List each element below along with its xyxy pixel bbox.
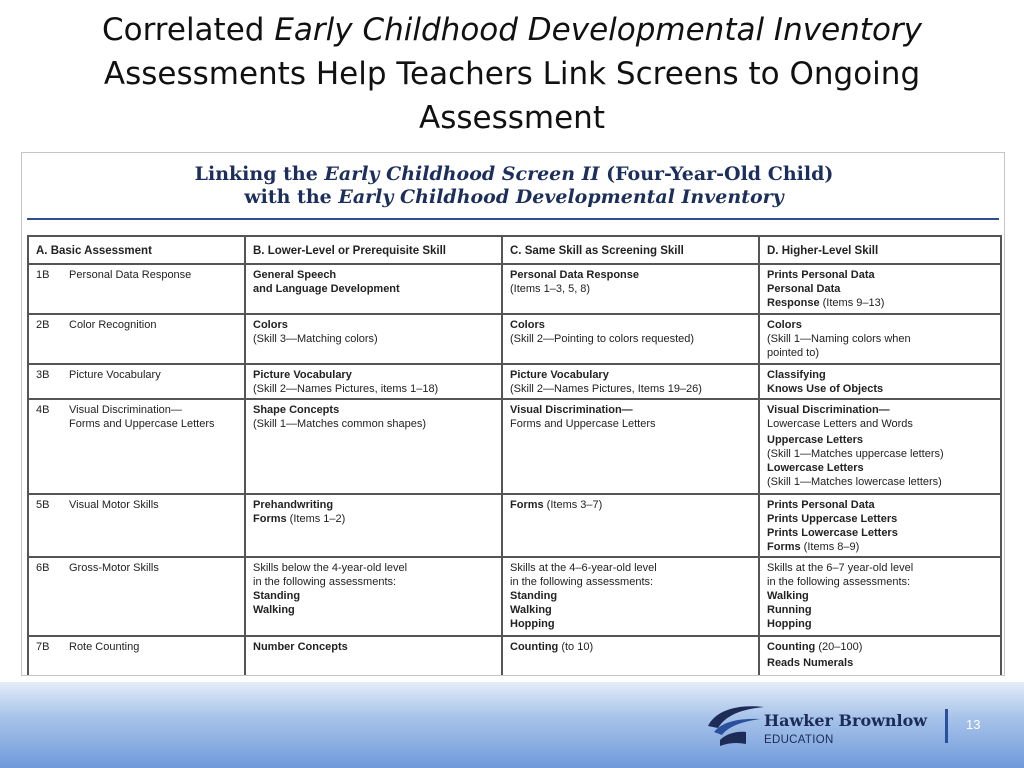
skill-line [253,561,496,575]
skill-detail: pointed to) [767,347,819,359]
assessment-label [69,403,239,431]
higher-level-skill-cell [759,636,1001,676]
skill-name: Forms [253,513,287,525]
higher-level-skill-cell [759,399,1001,494]
table-row [28,399,1001,494]
skill-line [767,417,995,431]
skill-detail: in the following assessments: [510,576,654,588]
assessment-table [27,235,1002,676]
assessment-label [69,640,239,654]
skill-line [510,640,753,654]
assessment-label-line: Visual Motor Skills [69,499,159,511]
column-header: D. Higher-Level Skill [759,236,1001,264]
skill-line [253,640,496,654]
skill-line [767,540,995,554]
assessment-code: 5B [36,499,50,511]
assessment-code: 1B [36,269,50,281]
skill-name: and Language Development [253,283,400,295]
skill-name: Walking [510,604,552,616]
skill-detail: Skills at the 4–6-year-old level [510,562,657,574]
skill-name: Classifying [767,369,826,381]
skill-name: Hopping [510,618,555,630]
skill-line [510,282,753,296]
skill-name: Walking [253,604,295,616]
skill-name: Shape Concepts [253,404,340,416]
skill-line [253,268,496,282]
footer-divider [945,709,948,743]
skill-line [767,447,995,461]
table-row [28,314,1001,364]
skill-name: Picture Vocabulary [253,369,352,381]
skill-line [767,575,995,589]
higher-level-skill-cell [759,364,1001,399]
page-number: 13 [966,717,981,732]
prerequisite-skill-cell [245,557,502,636]
assessment-label-line: Color Recognition [69,319,157,331]
skill-detail: (Items 1–3, 5, 8) [510,283,591,295]
skill-name: Picture Vocabulary [510,369,609,381]
skill-name: Standing [253,590,301,602]
skill-line [767,475,995,489]
footer-bar [0,682,1024,768]
assessment-code: 7B [36,641,50,653]
assessment-label-line: Gross-Motor Skills [69,562,159,574]
skill-line [767,433,995,447]
table-row [28,557,1001,636]
assessment-code: 2B [36,319,50,331]
skill-line [767,640,995,654]
skill-detail: (Skill 3—Matching colors) [253,333,378,345]
basic-assessment-cell [28,264,245,314]
skill-line [767,561,995,575]
skill-line [510,617,753,631]
skill-line [510,403,753,417]
slide-title: Correlated Early Childhood Developmental Inventory Assessments Help Teachers Link Screens to Ongoing Assessment [102,12,922,136]
skill-detail: (to 10) [558,641,594,653]
higher-level-skill-cell [759,557,1001,636]
skill-line [510,417,753,431]
skill-line [767,382,995,396]
skill-line [767,268,995,282]
skill-name: Colors [767,319,802,331]
skill-line [767,346,995,360]
skill-detail: (Items 8–9) [800,541,860,553]
assessment-label-line: Forms and Uppercase Letters [69,418,215,430]
assessment-label [69,268,239,282]
skill-line [767,498,995,512]
table-row [28,364,1001,399]
skill-name: Prints Personal Data [767,499,875,511]
skill-detail: in the following assessments: [253,576,397,588]
basic-assessment-cell [28,399,245,494]
skill-line [253,417,496,431]
skill-name: Response [767,297,820,309]
assessment-label [69,498,239,512]
assessment-label [69,561,239,575]
prerequisite-skill-cell [245,636,502,676]
skill-line [510,589,753,603]
skill-name: Counting [767,641,816,653]
linking-table-figure [21,152,1005,676]
skill-detail: in the following assessments: [767,576,911,588]
skill-name: Knows Use of Objects [767,383,884,395]
same-skill-cell [502,314,759,364]
assessment-label-line: Personal Data Response [69,269,192,281]
skill-detail: (Skill 1—Naming colors when [767,333,911,345]
skill-name: Colors [510,319,545,331]
skill-line [510,368,753,382]
skill-detail: (Items 1–2) [286,513,346,525]
skill-detail: (20–100) [815,641,863,653]
skill-detail: (Skill 2—Names Pictures, Items 19–26) [510,383,702,395]
assessment-code: 6B [36,562,50,574]
skill-line [510,382,753,396]
skill-detail: Skills at the 6–7 year-old level [767,562,914,574]
skill-name: Visual Discrimination— [767,404,890,416]
skill-name: Counting [510,641,559,653]
same-skill-cell [502,264,759,314]
same-skill-cell [502,364,759,399]
skill-detail: (Skill 1—Matches uppercase letters) [767,448,944,460]
prerequisite-skill-cell [245,314,502,364]
skill-name: Uppercase Letters [767,434,863,446]
skill-line [253,498,496,512]
skill-line [767,332,995,346]
table-row [28,264,1001,314]
skill-detail: (Items 3–7) [543,499,603,511]
skill-line [767,461,995,475]
assessment-label-line: Visual Discrimination— [69,404,182,416]
skill-name: Prints Uppercase Letters [767,513,898,525]
skill-name: Prehandwriting [253,499,334,511]
skill-line [767,368,995,382]
skill-name: Forms [510,499,544,511]
skill-name: Hopping [767,618,812,630]
skill-line [767,318,995,332]
table-row [28,494,1001,557]
same-skill-cell [502,636,759,676]
skill-detail: (Skill 1—Matches common shapes) [253,418,427,430]
assessment-code: 3B [36,369,50,381]
hawker-brownlow-logo [706,704,928,749]
basic-assessment-cell [28,636,245,676]
column-header: A. Basic Assessment [28,236,245,264]
basic-assessment-cell [28,364,245,399]
skill-line [253,603,496,617]
skill-line [510,603,753,617]
higher-level-skill-cell [759,314,1001,364]
skill-name: Forms [767,541,801,553]
skill-name: Walking [767,590,809,602]
higher-level-skill-cell [759,494,1001,557]
skill-line [510,561,753,575]
figure-title: Linking the Early Childhood Screen II (Four-Year-Old Child) with the Early Childhood Developmental Inventory [194,163,834,208]
higher-level-skill-cell [759,264,1001,314]
skill-line [767,282,995,296]
assessment-label-line: Rote Counting [69,641,140,653]
skill-line [253,512,496,526]
skill-detail: (Skill 2—Pointing to colors requested) [510,333,695,345]
skill-line [767,617,995,631]
skill-name: Running [767,604,812,616]
skill-name: Personal Data [767,283,841,295]
assessment-label [69,368,239,382]
skill-detail: (Skill 2—Names Pictures, items 1–18) [253,383,439,395]
same-skill-cell [502,557,759,636]
skill-line [253,332,496,346]
skill-line [253,318,496,332]
skill-line [253,403,496,417]
basic-assessment-cell [28,314,245,364]
skill-line [253,282,496,296]
same-skill-cell [502,399,759,494]
skill-line [767,296,995,310]
assessment-code: 4B [36,404,50,416]
prerequisite-skill-cell [245,264,502,314]
skill-detail: Skills below the 4-year-old level [253,562,408,574]
skill-detail: Forms and Uppercase Letters [510,418,656,430]
skill-line [767,526,995,540]
skill-line [253,382,496,396]
logo-subtitle: EDUCATION [764,734,834,746]
prerequisite-skill-cell [245,364,502,399]
skill-line [510,498,753,512]
skill-name: Reads Numerals [767,657,854,669]
table-row [28,636,1001,676]
skill-line [767,589,995,603]
basic-assessment-cell [28,494,245,557]
skill-line [510,318,753,332]
assessment-label-line: Picture Vocabulary [69,369,161,381]
figure-title-rule [27,218,999,220]
skill-line [767,656,995,670]
skill-line [253,589,496,603]
skill-line [253,575,496,589]
skill-line [767,512,995,526]
logo-name: Hawker Brownlow [764,711,928,730]
skill-name: General Speech [253,269,337,281]
skill-name: Lowercase Letters [767,462,864,474]
skill-line [253,368,496,382]
skill-line [510,575,753,589]
skill-name: Prints Personal Data [767,269,875,281]
skill-name: Visual Discrimination— [510,404,633,416]
column-header: C. Same Skill as Screening Skill [502,236,759,264]
same-skill-cell [502,494,759,557]
basic-assessment-cell [28,557,245,636]
hawker-brownlow-logo-icon [706,704,766,749]
prerequisite-skill-cell [245,494,502,557]
skill-detail: (Skill 1—Matches lowercase letters) [767,476,942,488]
skill-detail: (Items 9–13) [819,297,885,309]
column-header: B. Lower-Level or Prerequisite Skill [245,236,502,264]
skill-name: Number Concepts [253,641,348,653]
skill-name: Colors [253,319,288,331]
skill-line [767,603,995,617]
table-header-row [28,236,1001,264]
skill-name: Standing [510,590,558,602]
skill-line [767,403,995,417]
assessment-label [69,318,239,332]
skill-detail: Lowercase Letters and Words [767,418,913,430]
skill-name: Prints Lowercase Letters [767,527,898,539]
prerequisite-skill-cell [245,399,502,494]
skill-line [510,268,753,282]
skill-name: Personal Data Response [510,269,639,281]
skill-line [510,332,753,346]
